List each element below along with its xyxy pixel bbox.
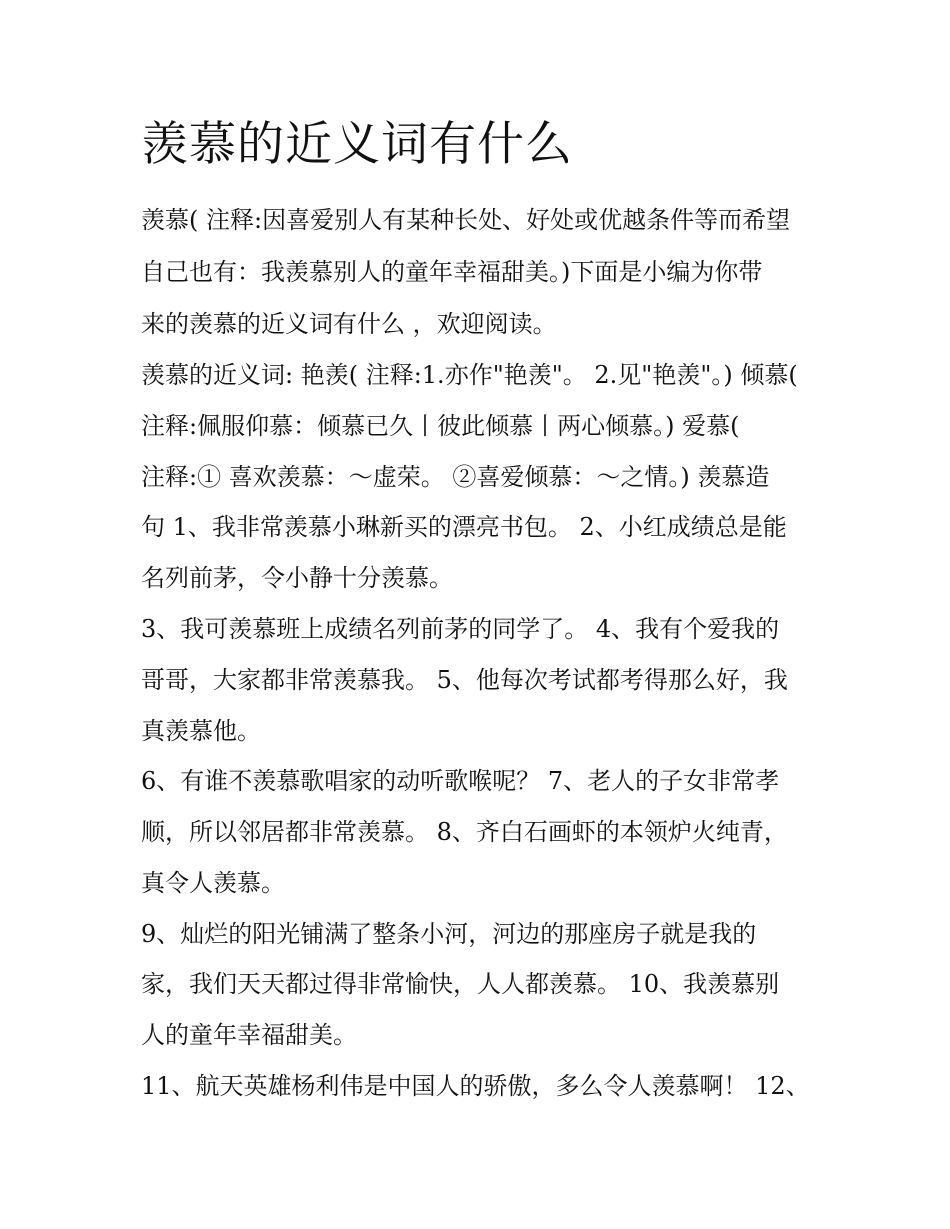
body-line: 来的羡慕的近义词有什么 ，欢迎阅读。: [141, 310, 557, 338]
body-line: 人的童年幸福甜美。: [141, 1021, 357, 1049]
body-line: 注释:① 喜欢羡慕：～虚荣。 ②喜爱倾慕：～之情。) 羡慕造: [141, 463, 770, 491]
body-line: 9、灿烂的阳光铺满了整条小河，河边的那座房子就是我的: [141, 920, 757, 948]
body-line: 3、我可羡慕班上成绩名列前茅的同学了。 4、我有个爱我的: [141, 615, 780, 643]
body-line: 羡慕的近义词: 艳羡( 注释:1.亦作"艳羡"。 2.见"艳羡"。) 倾慕(: [141, 361, 798, 389]
body-line: 哥哥，大家都非常羡慕我。 5、他每次考试都考得那么好，我: [141, 666, 788, 694]
body-line: 自己也有：我羡慕别人的童年幸福甜美。)下面是小编为你带: [141, 258, 763, 286]
body-line: 羡慕( 注释:因喜爱别人有某种长处、好处或优越条件等而希望: [141, 206, 791, 234]
body-line: 家，我们天天都过得非常愉快，人人都羡慕。 10、我羡慕别: [141, 970, 780, 998]
body-line: 真令人羡慕。: [141, 869, 285, 897]
body-line: 名列前茅，令小静十分羡慕。: [141, 564, 453, 592]
body-line: 顺，所以邻居都非常羡慕。 8、齐白石画虾的本领炉火纯青，: [141, 818, 788, 846]
body-line: 6、有谁不羡慕歌唱家的动听歌喉呢？ 7、老人的子女非常孝: [141, 767, 780, 795]
body-line: 真羡慕他。: [141, 717, 261, 745]
page-title: 羡慕的近义词有什么: [141, 117, 573, 172]
body-line: 11、航天英雄杨利伟是中国人的骄傲，多么令人羡慕啊！ 12、: [141, 1072, 810, 1100]
body-line: 注释:佩服仰慕：倾慕已久丨彼此倾慕丨两心倾慕。) 爱慕(: [141, 412, 740, 440]
body-line: 句 1、我非常羡慕小琳新买的漂亮书包。 2、小红成绩总是能: [141, 513, 787, 541]
